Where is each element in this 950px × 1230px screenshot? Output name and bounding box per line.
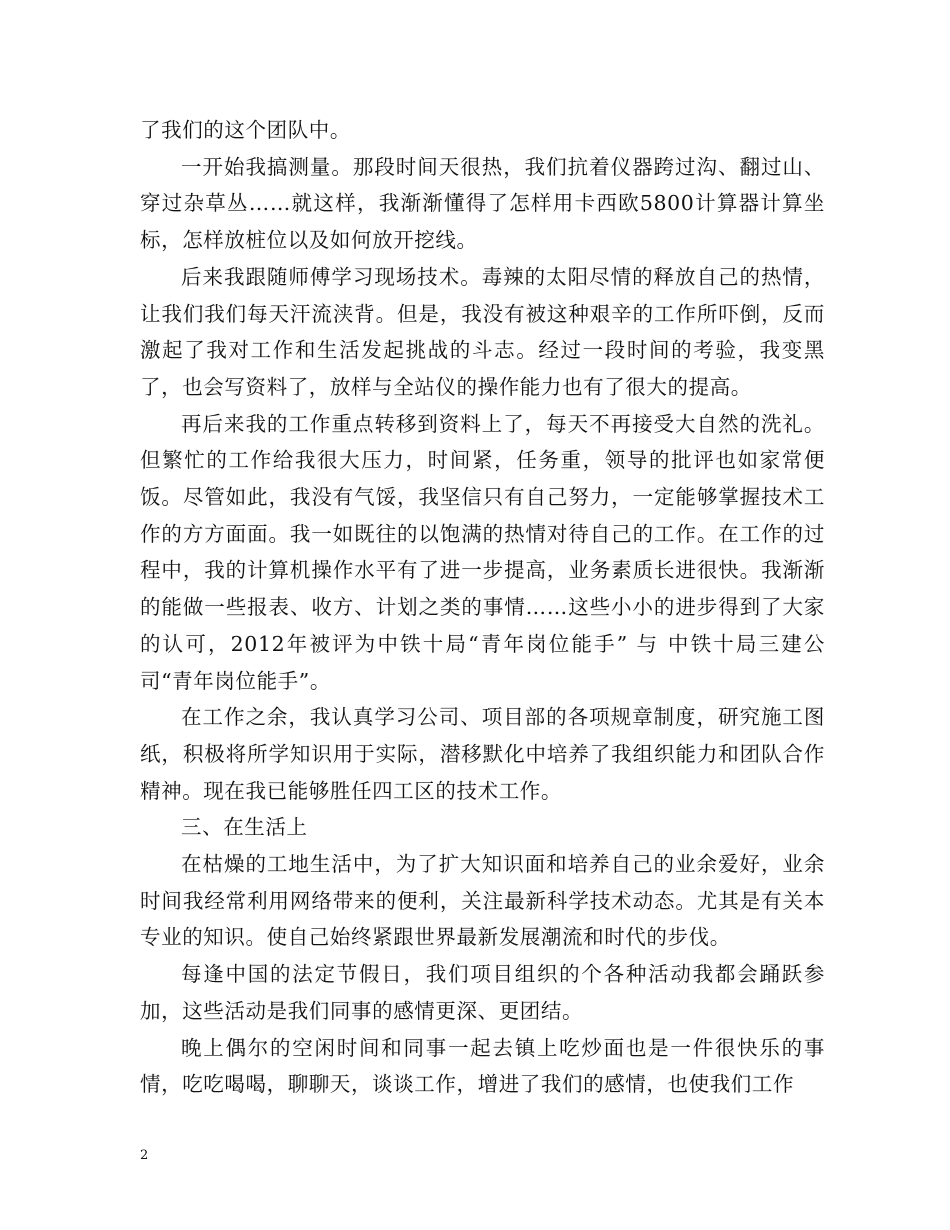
paragraph-site-life: 在枯燥的工地生活中，为了扩大知识面和培养自己的业余爱好，业余时间我经常利用网络带来的便利，关注最新科学技术动态。尤其是有关本专业的知识。使自己始终紧跟世界最新发展潮流和时代的步伐。 xyxy=(140,852,825,950)
page-number: 2 xyxy=(140,1148,149,1163)
paragraph-site-technique: 后来我跟随师傅学习现场技术。毒辣的太阳尽情的释放自己的热情，让我们我们每天汗流浃背。但是，我没有被这种艰辛的工作所吓倒，反而激起了我对工作和生活发起挑战的斗志。经过一段时间的考验，我变黑了，也会写资料了，放样与全站仪的操作能力也有了很大的提高。 xyxy=(140,264,825,399)
section-heading-life: 三、在生活上 xyxy=(181,815,308,840)
paragraph-surveying: 一开始我搞测量。那段时间天很热，我们抗着仪器跨过沟、翻过山、穿过杂草丛……就这样，我渐渐懂得了怎样用卡西欧5800计算器计算坐标，怎样放桩位以及如何放开挖线。 xyxy=(140,154,825,253)
paragraph-after-work-study: 在工作之余，我认真学习公司、项目部的各项规章制度，研究施工图纸，积极将所学知识用于实际，潜移默化中培养了我组织能力和团队合作精神。现在我已能够胜任四工区的技术工作。 xyxy=(140,705,825,803)
paragraph-documentation: 再后来我的工作重点转移到资料上了，每天不再接受大自然的洗礼。但繁忙的工作给我很大压力，时间紧，任务重，领导的批评也如家常便饭。尽管如此，我没有气馁，我坚信只有自己努力，一定能够掌握技术工作的方方面面。我一如既往的以饱满的热情对待自己的工作。在工作的过程中，我的计算机操作水平有了进一步提高，业务素质长进很快。我渐渐的能做一些报表、收方、计划之类的事情……这些小小的进步得到了大家的认可，2012年被评为中铁十局“青年岗位能手” 与 中铁十局三建公司“青年岗位能手”。 xyxy=(140,411,825,693)
paragraph-holidays: 每逢中国的法定节假日，我们项目组织的个各种活动我都会踊跃参加，这些活动是我们同事的感情更深、更团结。 xyxy=(140,962,825,1023)
paragraph-continuation: 了我们的这个团队中。 xyxy=(140,118,351,142)
body-text xyxy=(140,112,825,1103)
paragraph-evenings: 晚上偶尔的空闲时间和同事一起去镇上吃炒面也是一件很快乐的事情，吃吃喝喝，聊聊天，谈谈工作，增进了我们的感情，也使我们工作 xyxy=(140,1035,825,1097)
